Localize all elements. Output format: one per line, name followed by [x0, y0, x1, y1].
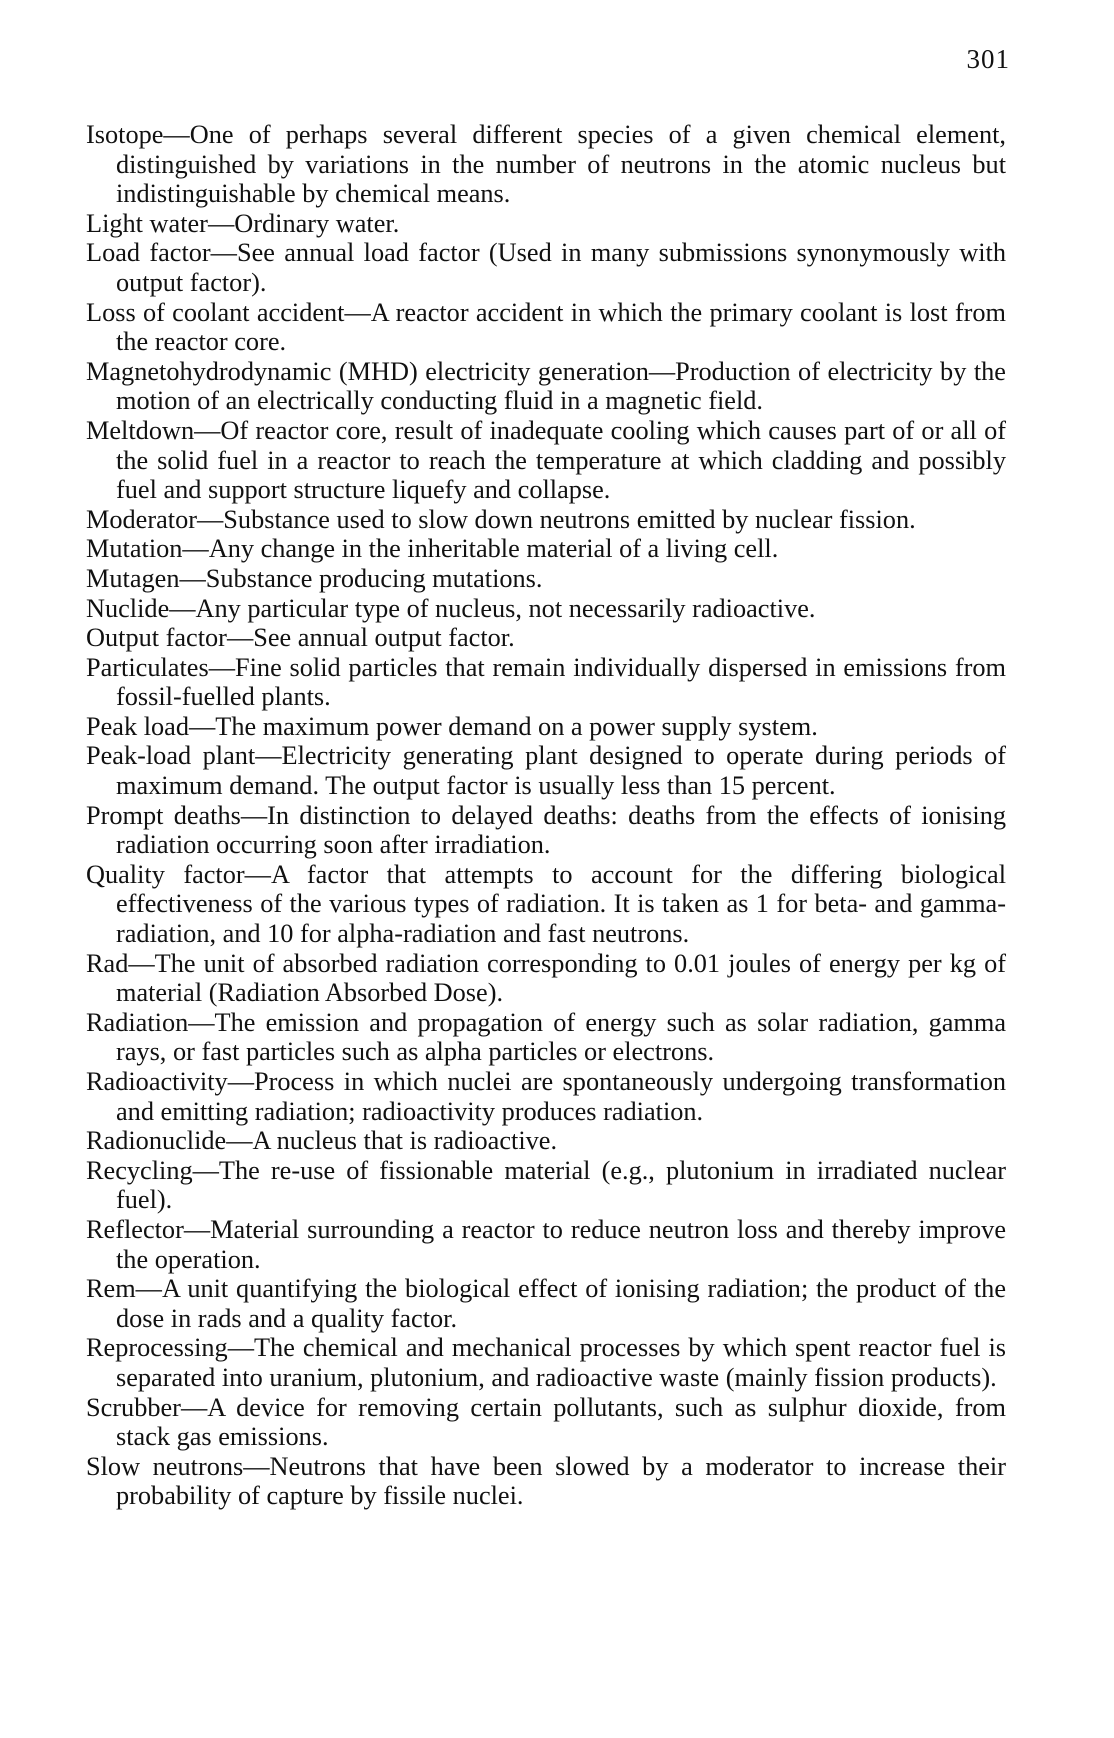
entry-term: Nuclide: [86, 593, 170, 623]
glossary-entry: Peak-load plant—Electricity generating plant designed to operate during periods of maximum demand. The output factor is usually less than 15 percent.: [86, 741, 1006, 801]
entry-definition: The unit of absorbed radiation corresponding to 0.01 joules of energy per kg of material (Radiation Absorbed Dose).: [116, 948, 1006, 1008]
entry-term: Output factor: [86, 623, 227, 653]
entry-term: Recycling: [86, 1155, 193, 1185]
entry-definition: Substance used to slow down neutrons emitted by nuclear fission.: [223, 504, 916, 534]
entry-definition: Electricity generating plant designed to operate during periods of maximum demand. The output factor is usually less than 15 percent.: [116, 741, 1006, 801]
entry-term: Light water: [86, 208, 208, 238]
entry-definition: A unit quantifying the biological effect of ionising radiation; the product of the dose in rads and a quality factor.: [116, 1274, 1006, 1333]
glossary-entry: Peak load—The maximum power demand on a power supply system.: [86, 711, 818, 741]
glossary-entry: Radionuclide—A nucleus that is radioactive.: [86, 1126, 558, 1156]
glossary-entry: Moderator—Substance used to slow down neutrons emitted by nuclear fission.: [86, 504, 916, 534]
entry-term: Scrubber: [86, 1392, 181, 1422]
glossary-entry: Slow neutrons—Neutrons that have been slowed by a moderator to increase their probability of capture by fissile nuclei.: [86, 1451, 1006, 1511]
glossary-entry: Recycling—The re-use of fissionable material (e.g., plutonium in irradiated nuclear fuel).: [86, 1155, 1006, 1215]
glossary-entry: Rem—A unit quantifying the biological effect of ionising radiation; the product of the dose in rads and a quality factor.: [86, 1274, 1006, 1333]
entry-term: Radioactivity: [86, 1067, 228, 1096]
entry-term: Radiation: [86, 1007, 189, 1037]
entry-definition: The emission and propagation of energy such as solar radiation, gamma rays, or fast particles such as alpha particles or electrons.: [116, 1007, 1006, 1067]
entry-definition: See annual output factor.: [253, 623, 515, 653]
page-number: 301: [966, 44, 1010, 74]
entry-term: Moderator: [86, 504, 197, 534]
glossary-entry: Mutation—Any change in the inheritable material of a living cell.: [86, 534, 779, 564]
glossary-entry: Load factor—See annual load factor (Used in many submissions synonymously with output factor).: [86, 238, 1006, 297]
entry-definition: Of reactor core, result of inadequate cooling which causes part of or all of the solid fuel in a reactor to reach the temperature at which cladding and possibly fuel and support structure liquefy and collapse.: [116, 415, 1006, 505]
entry-definition: Substance producing mutations.: [205, 563, 543, 593]
entry-definition: Any particular type of nucleus, not necessarily radioactive.: [195, 593, 816, 623]
glossary-entry: Reflector—Material surrounding a reactor to reduce neutron loss and thereby improve the operation.: [86, 1214, 1006, 1274]
entry-term: Rem: [86, 1274, 136, 1304]
entry-definition: The maximum power demand on a power supply system.: [215, 711, 818, 741]
entry-definition: Process in which nuclei are spontaneously undergoing transformation and emitting radiation; radioactivity produces radiation.: [116, 1067, 1006, 1126]
glossary-entry: Light water—Ordinary water.: [86, 208, 400, 238]
entry-definition: One of perhaps several different species of a given chemical element, distinguished by variations in the number of neutrons in the atomic nucleus but indistinguishable by chemical means.: [116, 120, 1006, 209]
entry-definition: A nucleus that is radioactive.: [252, 1126, 558, 1156]
entry-term: Quality factor: [86, 859, 245, 889]
entry-definition: A factor that attempts to account for the differing biological effectiveness of the various types of radiation. It is taken as 1 for beta- and gamma- radiation, and 10 for alpha-radiation and fast neutrons.: [116, 859, 1007, 949]
entry-term: Slow neutrons: [86, 1451, 244, 1481]
glossary-entry: Radioactivity—Process in which nuclei are spontaneously undergoing transformation and emitting radiation; radioactivity produces radiation.: [86, 1067, 1006, 1126]
entry-term: Meltdown: [86, 415, 195, 445]
entry-definition: Any change in the inheritable material of a living cell.: [208, 534, 779, 564]
glossary-entry: Meltdown—Of reactor core, result of inadequate cooling which causes part of or all of the solid fuel in a reactor to reach the temperature at which cladding and possibly fuel and support structure liquefy and collapse.: [86, 415, 1006, 505]
entry-term: Peak-load plant: [86, 741, 256, 771]
entry-definition: In distinction to delayed deaths: deaths from the effects of ionising radiation occurring soon after irradiation.: [116, 800, 1006, 860]
entry-definition: Ordinary water.: [234, 208, 400, 238]
glossary-entry: Nuclide—Any particular type of nucleus, not necessarily radioactive.: [86, 593, 816, 623]
entry-term: Reprocessing: [86, 1333, 228, 1363]
entry-term: Reflector: [86, 1214, 184, 1244]
glossary-entry: Rad—The unit of absorbed radiation corresponding to 0.01 joules of energy per kg of material (Radiation Absorbed Dose).: [86, 948, 1006, 1008]
entry-term: Rad: [86, 948, 129, 978]
glossary-entry: Scrubber—A device for removing certain pollutants, such as sulphur dioxide, from stack gas emissions.: [86, 1392, 1006, 1452]
entry-term: Load factor: [86, 238, 211, 268]
entry-term: Magnetohydrodynamic (MHD) electricity generation: [86, 356, 649, 386]
entry-term: Particulates: [86, 652, 209, 682]
entry-term: Mutagen: [86, 563, 180, 593]
entry-term: Isotope: [86, 120, 164, 149]
glossary-entry: Prompt deaths—In distinction to delayed deaths: deaths from the effects of ionising radiation occurring soon after irradiation.: [86, 800, 1006, 860]
glossary-entry: Magnetohydrodynamic (MHD) electricity generation—Production of electricity by the motion of an electrically conducting fluid in a magnetic field.: [86, 356, 1006, 416]
entry-term: Radionuclide: [86, 1126, 227, 1156]
entry-definition: Production of electricity by the motion of an electrically conducting fluid in a magnetic field.: [116, 356, 1006, 416]
entry-term: Peak load: [86, 711, 189, 741]
glossary-entry: Isotope—One of perhaps several different species of a given chemical element, distinguished by variations in the number of neutrons in the atomic nucleus but indistinguishable by chemical means.: [86, 120, 1006, 209]
glossary-entry: Mutagen—Substance producing mutations.: [86, 563, 543, 593]
entry-definition: A reactor accident in which the primary coolant is lost from the reactor core.: [116, 297, 1006, 357]
glossary-entry: Loss of coolant accident—A reactor accident in which the primary coolant is lost from the reactor core.: [86, 297, 1006, 357]
entry-term: Prompt deaths: [86, 800, 241, 830]
entry-definition: The re-use of fissionable material (e.g., plutonium in irradiated nuclear fuel).: [116, 1155, 1006, 1215]
entry-definition: A device for removing certain pollutants, such as sulphur dioxide, from stack gas emissions.: [116, 1392, 1006, 1452]
glossary-entry: Output factor—See annual output factor.: [86, 623, 515, 653]
entry-term: Mutation: [86, 534, 183, 564]
entry-definition: Neutrons that have been slowed by a moderator to increase their probability of capture by fissile nuclei.: [116, 1451, 1006, 1511]
entry-definition: The chemical and mechanical processes by which spent reactor fuel is separated into uranium, plutonium, and radioactive waste (mainly fission products).: [116, 1333, 1006, 1392]
glossary-entry: Radiation—The emission and propagation of energy such as solar radiation, gamma rays, or fast particles such as alpha particles or electrons.: [86, 1007, 1006, 1067]
entry-definition: Fine solid particles that remain individually dispersed in emissions from fossil-fuelled plants.: [116, 652, 1006, 712]
entry-definition: See annual load factor (Used in many submissions synonymously with output factor).: [116, 238, 1006, 297]
glossary-entry: Particulates—Fine solid particles that remain individually dispersed in emissions from fossil-fuelled plants.: [86, 652, 1006, 712]
glossary-entry: Quality factor—A factor that attempts to account for the differing biological effectiveness of the various types of radiation. It is taken as 1 for beta- and gamma- radiation, and 10 for alpha-radiation and fast neutrons.: [86, 859, 1007, 949]
entry-term: Loss of coolant accident: [86, 297, 345, 327]
glossary-entry: Reprocessing—The chemical and mechanical processes by which spent reactor fuel is separated into uranium, plutonium, and radioactive waste (mainly fission products).: [86, 1333, 1006, 1392]
entry-definition: Material surrounding a reactor to reduce neutron loss and thereby improve the operation.: [116, 1214, 1006, 1274]
glossary-list: [86, 120, 1006, 1511]
